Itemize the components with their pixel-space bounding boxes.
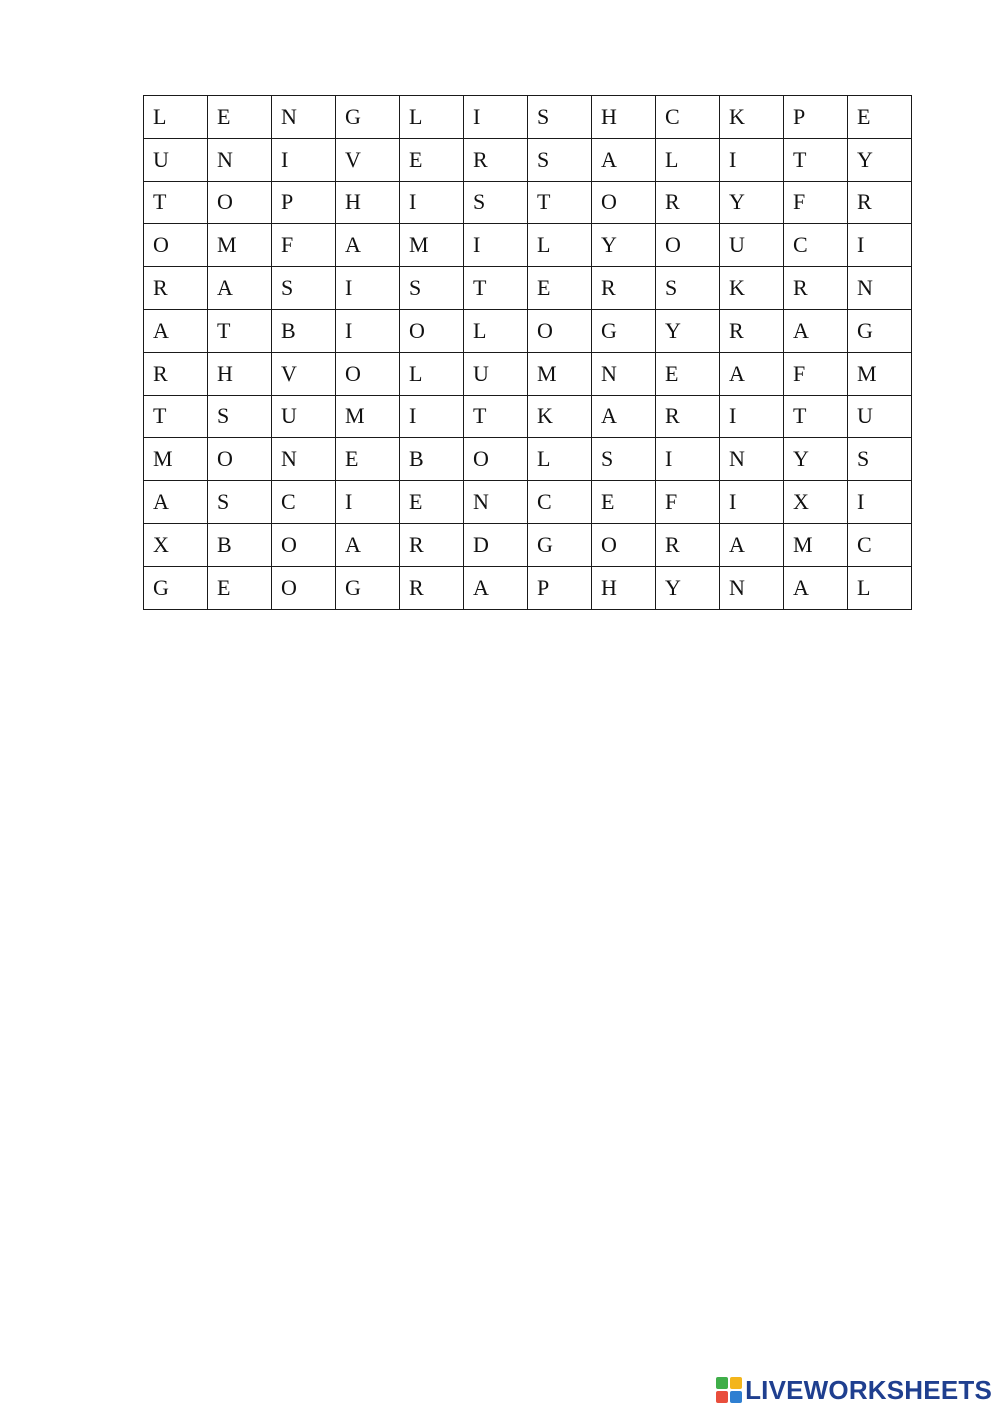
grid-cell[interactable]: I	[720, 481, 784, 524]
grid-cell[interactable]: I	[336, 309, 400, 352]
grid-cell[interactable]: C	[656, 96, 720, 139]
grid-cell[interactable]: O	[336, 352, 400, 395]
grid-cell[interactable]: H	[592, 566, 656, 609]
grid-cell[interactable]: Y	[592, 224, 656, 267]
grid-cell[interactable]: E	[400, 481, 464, 524]
grid-cell[interactable]: H	[592, 96, 656, 139]
grid-row	[144, 395, 912, 438]
grid-cell[interactable]: Y	[784, 438, 848, 481]
grid-cell[interactable]: R	[848, 181, 912, 224]
word-search-grid	[143, 95, 912, 610]
grid-cell[interactable]: F	[784, 181, 848, 224]
grid-cell[interactable]: O	[272, 523, 336, 566]
grid-row	[144, 438, 912, 481]
grid-cell[interactable]: P	[784, 96, 848, 139]
grid-cell[interactable]: O	[592, 523, 656, 566]
grid-cell[interactable]: K	[720, 96, 784, 139]
grid-cell[interactable]: C	[528, 481, 592, 524]
grid-cell[interactable]: I	[848, 224, 912, 267]
grid-cell[interactable]: U	[272, 395, 336, 438]
brand-wordmark: LIVEWORKSHEETS	[745, 1374, 992, 1405]
grid-row	[144, 96, 912, 139]
grid-cell[interactable]: N	[208, 138, 272, 181]
grid-cell[interactable]: A	[336, 224, 400, 267]
grid-cell[interactable]: C	[784, 224, 848, 267]
grid-cell[interactable]: T	[464, 267, 528, 310]
grid-cell[interactable]: A	[592, 138, 656, 181]
grid-cell[interactable]: A	[592, 395, 656, 438]
grid-row	[144, 224, 912, 267]
grid-row	[144, 309, 912, 352]
grid-cell[interactable]: T	[208, 309, 272, 352]
grid-cell[interactable]: T	[464, 395, 528, 438]
grid-cell[interactable]: B	[272, 309, 336, 352]
grid-cell[interactable]: E	[592, 481, 656, 524]
grid-cell[interactable]: U	[464, 352, 528, 395]
grid-cell[interactable]: L	[528, 224, 592, 267]
grid-cell[interactable]: I	[272, 138, 336, 181]
grid-cell[interactable]: A	[208, 267, 272, 310]
grid-cell[interactable]: T	[144, 181, 208, 224]
grid-cell[interactable]: O	[208, 181, 272, 224]
grid-cell[interactable]: R	[464, 138, 528, 181]
grid-cell[interactable]: Y	[848, 138, 912, 181]
grid-cell[interactable]: E	[400, 138, 464, 181]
grid-cell[interactable]: A	[784, 309, 848, 352]
grid-cell[interactable]: P	[272, 181, 336, 224]
grid-cell[interactable]: N	[464, 481, 528, 524]
grid-cell[interactable]: R	[720, 309, 784, 352]
grid-cell[interactable]: O	[144, 224, 208, 267]
grid-cell[interactable]: T	[528, 181, 592, 224]
grid-cell[interactable]: N	[592, 352, 656, 395]
grid-cell[interactable]: F	[272, 224, 336, 267]
grid-cell[interactable]: M	[208, 224, 272, 267]
grid-cell[interactable]: O	[528, 309, 592, 352]
grid-row	[144, 267, 912, 310]
grid-cell[interactable]: I	[720, 138, 784, 181]
grid-cell[interactable]: X	[784, 481, 848, 524]
grid-row	[144, 138, 912, 181]
grid-cell[interactable]: I	[336, 481, 400, 524]
grid-cell[interactable]: R	[656, 181, 720, 224]
grid-cell[interactable]: T	[784, 138, 848, 181]
grid-cell[interactable]: U	[720, 224, 784, 267]
grid-cell[interactable]: R	[656, 523, 720, 566]
grid-cell[interactable]: L	[144, 96, 208, 139]
grid-cell[interactable]: M	[784, 523, 848, 566]
grid-cell[interactable]: F	[784, 352, 848, 395]
grid-row	[144, 352, 912, 395]
grid-cell[interactable]: O	[464, 438, 528, 481]
grid-row	[144, 523, 912, 566]
grid-cell[interactable]: R	[656, 395, 720, 438]
grid-cell[interactable]: M	[848, 352, 912, 395]
grid-cell[interactable]: N	[848, 267, 912, 310]
grid-cell[interactable]: D	[464, 523, 528, 566]
grid-cell[interactable]: O	[272, 566, 336, 609]
grid-cell[interactable]: A	[144, 481, 208, 524]
grid-cell[interactable]: O	[656, 224, 720, 267]
grid-cell[interactable]: X	[144, 523, 208, 566]
grid-cell[interactable]: T	[784, 395, 848, 438]
grid-cell[interactable]: O	[592, 181, 656, 224]
grid-cell[interactable]: G	[528, 523, 592, 566]
grid-cell[interactable]: R	[144, 267, 208, 310]
grid-cell[interactable]: Y	[656, 566, 720, 609]
grid-cell[interactable]: C	[272, 481, 336, 524]
grid-cell[interactable]: S	[208, 481, 272, 524]
grid-cell[interactable]: N	[720, 438, 784, 481]
grid-cell[interactable]: E	[208, 566, 272, 609]
grid-cell[interactable]: R	[784, 267, 848, 310]
grid-cell[interactable]: U	[144, 138, 208, 181]
grid-cell[interactable]: E	[336, 438, 400, 481]
grid-cell[interactable]: K	[528, 395, 592, 438]
grid-cell[interactable]: Y	[720, 181, 784, 224]
grid-cell[interactable]: R	[144, 352, 208, 395]
grid-cell[interactable]: L	[400, 96, 464, 139]
grid-cell[interactable]: G	[144, 566, 208, 609]
grid-cell[interactable]: A	[720, 352, 784, 395]
grid-row	[144, 566, 912, 609]
grid-cell[interactable]: I	[400, 181, 464, 224]
grid-cell[interactable]: P	[528, 566, 592, 609]
liveworksheets-logo-icon	[716, 1377, 742, 1403]
grid-cell[interactable]: I	[848, 481, 912, 524]
grid-cell[interactable]: S	[592, 438, 656, 481]
grid-cell[interactable]: L	[400, 352, 464, 395]
grid-row	[144, 181, 912, 224]
grid-cell[interactable]: H	[208, 352, 272, 395]
grid-cell[interactable]: A	[720, 523, 784, 566]
grid-cell[interactable]: R	[592, 267, 656, 310]
grid-cell[interactable]: R	[400, 566, 464, 609]
grid-cell[interactable]: L	[528, 438, 592, 481]
grid-cell[interactable]: M	[400, 224, 464, 267]
grid-cell[interactable]: I	[720, 395, 784, 438]
grid-cell[interactable]: L	[464, 309, 528, 352]
word-search-grid-body	[144, 96, 912, 610]
grid-cell[interactable]: V	[336, 138, 400, 181]
grid-cell[interactable]: I	[464, 96, 528, 139]
grid-cell[interactable]: U	[848, 395, 912, 438]
grid-cell[interactable]: L	[656, 138, 720, 181]
grid-cell[interactable]: S	[464, 181, 528, 224]
grid-cell[interactable]: S	[656, 267, 720, 310]
grid-cell[interactable]: Y	[656, 309, 720, 352]
grid-cell[interactable]: E	[656, 352, 720, 395]
grid-cell[interactable]: K	[720, 267, 784, 310]
grid-cell[interactable]: N	[720, 566, 784, 609]
grid-cell[interactable]: S	[528, 138, 592, 181]
grid-cell[interactable]: N	[272, 96, 336, 139]
grid-cell[interactable]: H	[336, 181, 400, 224]
grid-cell[interactable]: O	[208, 438, 272, 481]
grid-cell[interactable]: E	[528, 267, 592, 310]
grid-cell[interactable]: G	[848, 309, 912, 352]
grid-cell[interactable]: B	[400, 438, 464, 481]
grid-cell[interactable]: M	[144, 438, 208, 481]
grid-cell[interactable]: S	[272, 267, 336, 310]
grid-cell[interactable]: A	[784, 566, 848, 609]
grid-cell[interactable]: S	[400, 267, 464, 310]
grid-cell[interactable]: L	[848, 566, 912, 609]
grid-cell[interactable]: S	[528, 96, 592, 139]
grid-cell[interactable]: I	[400, 395, 464, 438]
grid-cell[interactable]: G	[592, 309, 656, 352]
grid-cell[interactable]: R	[400, 523, 464, 566]
grid-cell[interactable]: I	[464, 224, 528, 267]
grid-cell[interactable]: C	[848, 523, 912, 566]
grid-cell[interactable]: M	[336, 395, 400, 438]
grid-cell[interactable]: B	[208, 523, 272, 566]
grid-cell[interactable]: V	[272, 352, 336, 395]
grid-cell[interactable]: F	[656, 481, 720, 524]
grid-cell[interactable]: S	[208, 395, 272, 438]
grid-cell[interactable]: N	[272, 438, 336, 481]
grid-cell[interactable]: S	[848, 438, 912, 481]
grid-cell[interactable]: A	[336, 523, 400, 566]
grid-cell[interactable]: G	[336, 566, 400, 609]
grid-cell[interactable]: I	[336, 267, 400, 310]
grid-cell[interactable]: T	[144, 395, 208, 438]
grid-cell[interactable]: A	[464, 566, 528, 609]
grid-cell[interactable]: G	[336, 96, 400, 139]
grid-cell[interactable]: E	[848, 96, 912, 139]
grid-cell[interactable]: I	[656, 438, 720, 481]
liveworksheets-brand	[716, 1375, 992, 1405]
grid-cell[interactable]: E	[208, 96, 272, 139]
grid-cell[interactable]: A	[144, 309, 208, 352]
grid-cell[interactable]: M	[528, 352, 592, 395]
grid-cell[interactable]: O	[400, 309, 464, 352]
grid-row	[144, 481, 912, 524]
